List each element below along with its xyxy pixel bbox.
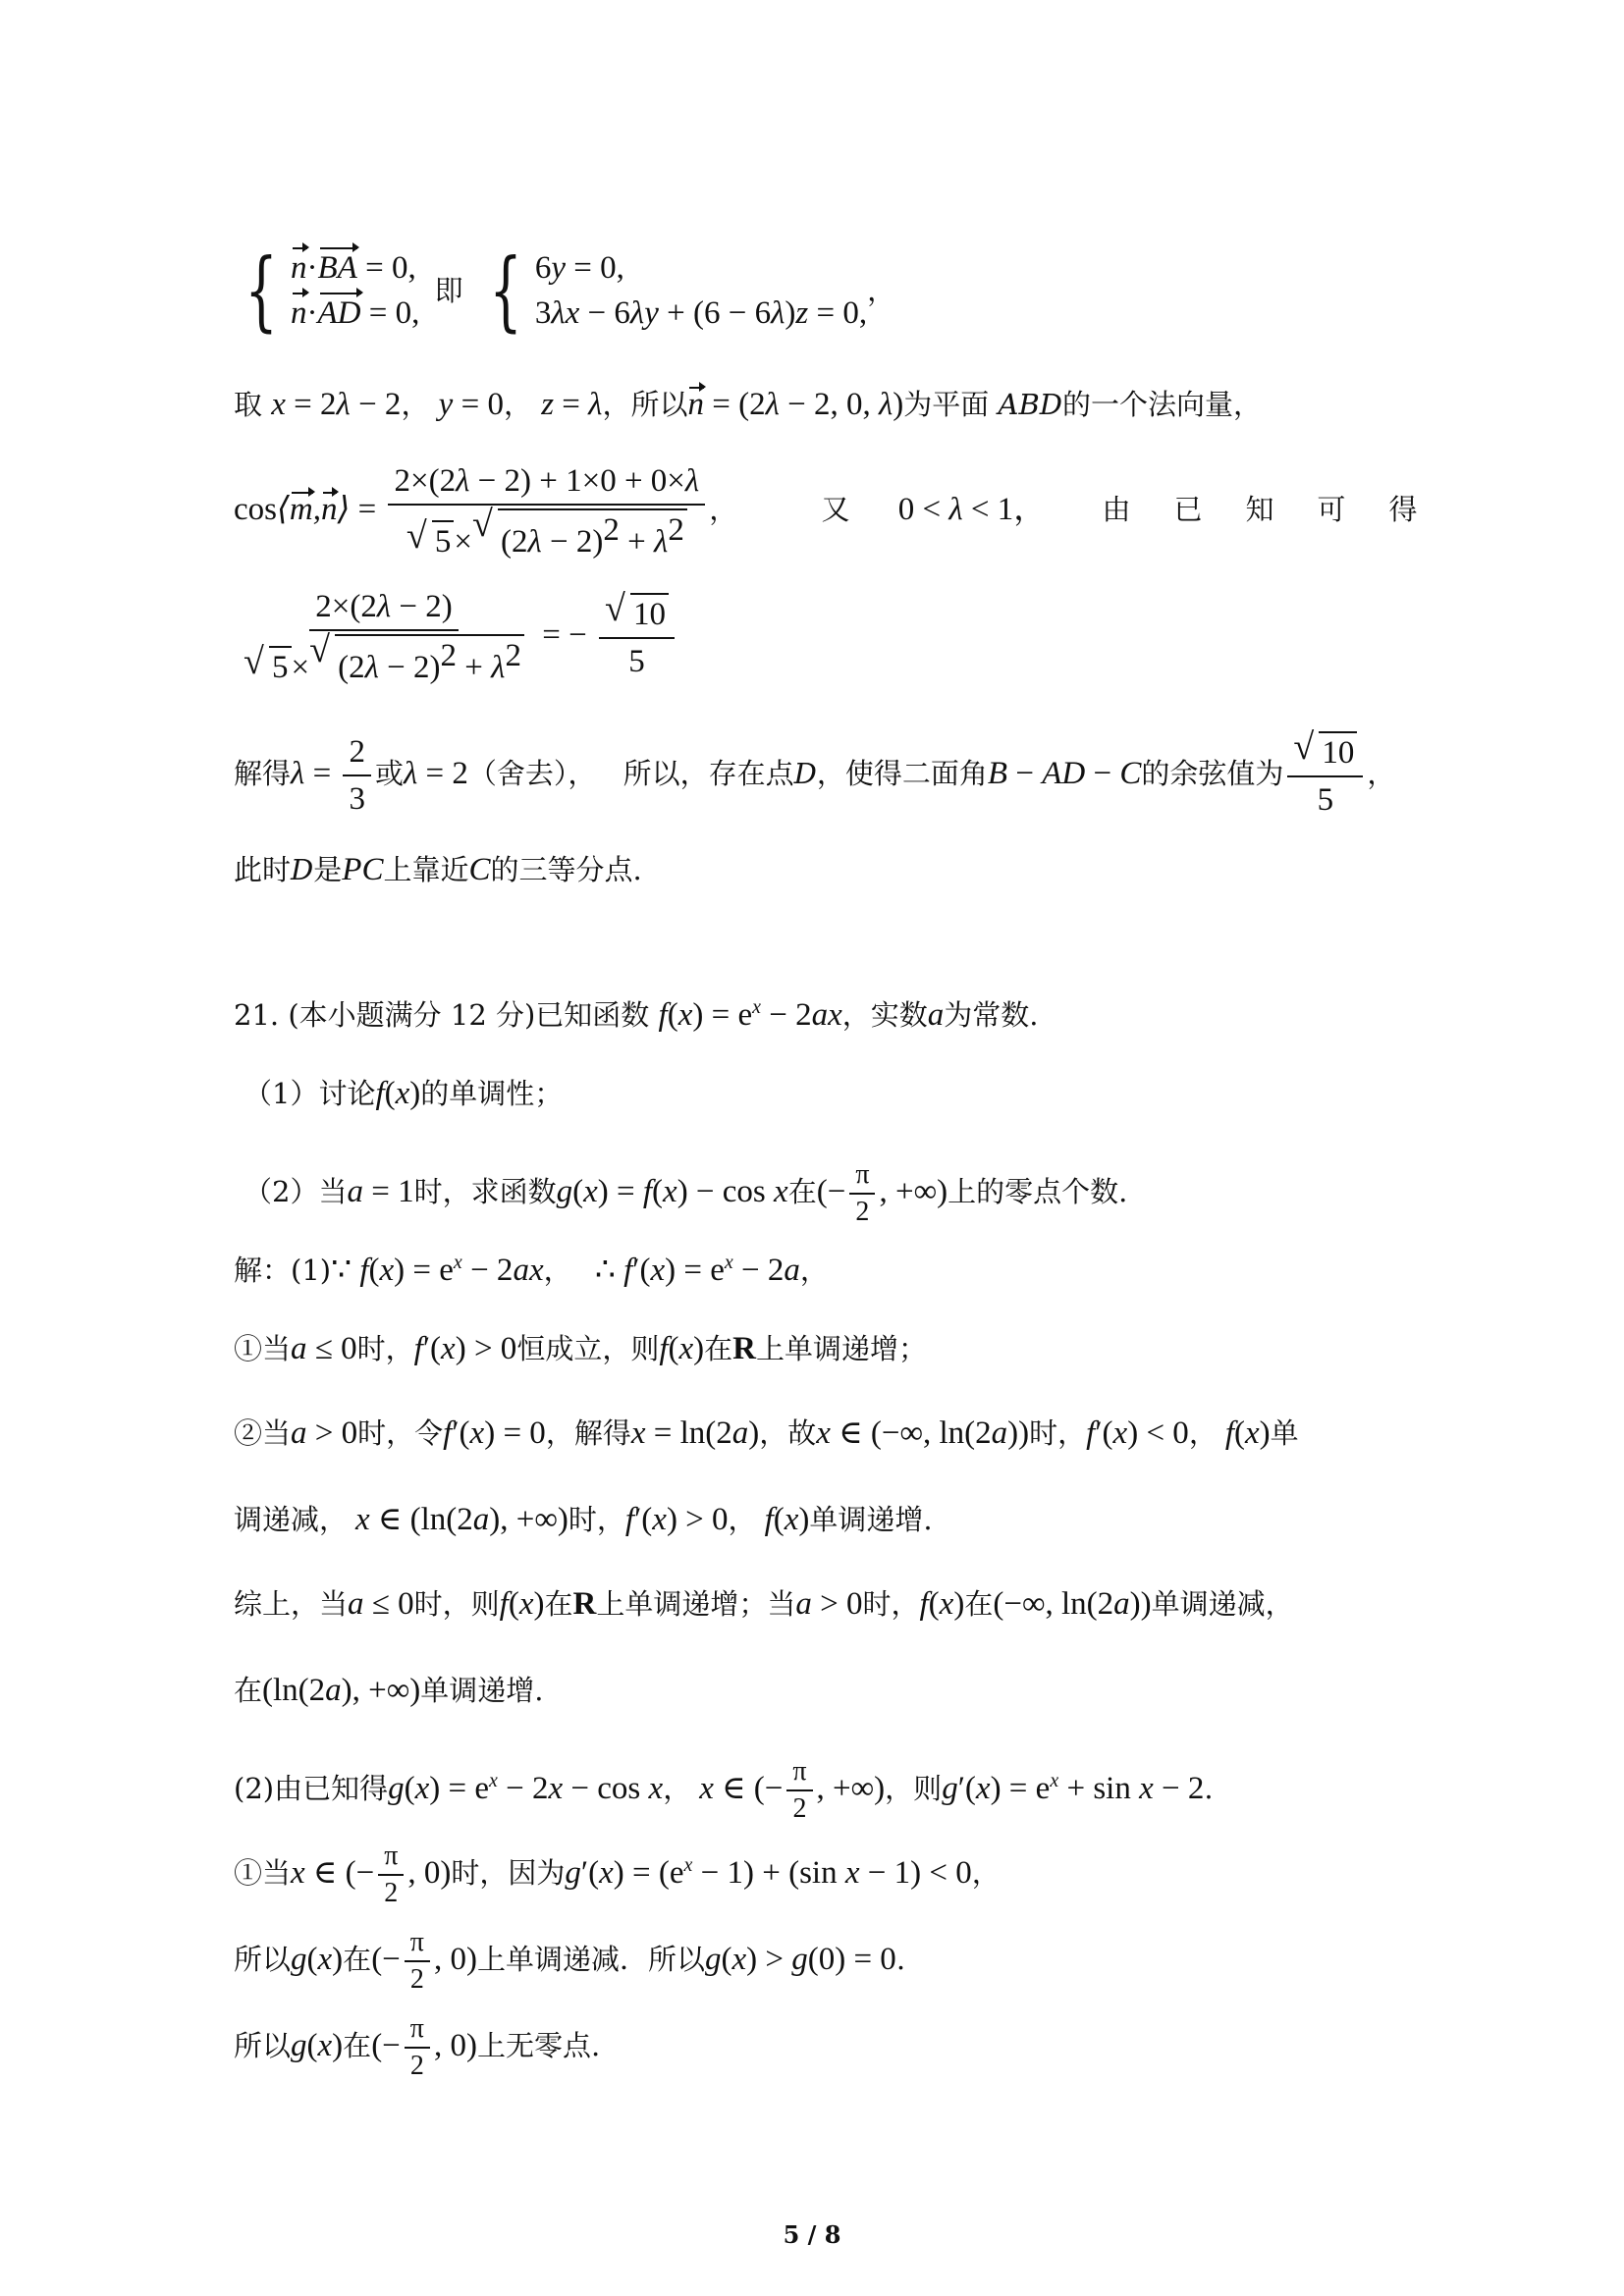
text: 上单调递增； [756,1332,928,1365]
text: 又 [821,493,850,526]
text: ， [971,1856,1001,1890]
lambda-solution: 解得λ = $\frac{2}{3}$ 或λ = 2（舍去）， 所以，存在点D，使得二面角B − AD − C的余弦值为 √ $\frac{10}{5}$ ， [234,731,1395,820]
text: 调递减， [234,1503,349,1536]
text: 所以 [234,1943,292,1976]
text: 时， [356,1332,414,1365]
solution-derivative: 解：(1)∵ $f(x) = e^x - 2ax$， ∴ $f'(x) = e^x - 2a$， [234,1252,829,1288]
text: 所以，存在点 [623,757,794,790]
part-2-case-1: ①当x ∈ (− $\frac{\pi}{2}$ , 0)时，因为$g'(x) = (e^x - 1) + (\sin$ x − 1) < 0， [234,1841,1001,1908]
text: 时， [568,1503,625,1536]
text: 上无零点. [476,2029,601,2062]
text: ①当 [234,1332,292,1365]
text: 在 [787,1175,817,1208]
case-2: ②当a > 0时，令f′(x) = 0，解得x = ln(2a)，故x ∈ (−∞, ln(2a))时，f′(x) < 0， f(x)单 [234,1415,1299,1451]
summary-continued: 在(ln(2a), +∞)单调递增. [234,1673,544,1708]
text: 的余弦值为 [1141,757,1284,790]
text: 恒成立，则 [516,1332,660,1365]
text: ，解得 [545,1416,631,1450]
text: 所以 [234,2029,292,2062]
cosine-formula: cos⟨m,n⟩ = 2×(2λ − 2) + 1×0 + 0×λ √ 5×√ $(2\lambda - 2)^2 + \lambda^2$ ， 又 0 < λ < 1， 由已知可得 [234,461,1460,561]
text: 时，因为 [451,1856,566,1890]
question-21-part-2: （2）当a = 1时，求函数g(x) = f(x) − cos x在(− $\frac{\pi}{2}$ , +∞)上的零点个数. [244,1159,1128,1227]
text: ，实数 [841,998,928,1032]
text: 在 [343,1943,372,1976]
text: 上单调递增；当 [596,1587,796,1621]
connector-text: 即 [434,274,463,307]
text: 解：(1) [234,1254,332,1287]
text: ①当 [234,1856,292,1890]
text: 解得 [234,757,292,790]
text: 在 [343,2029,372,2062]
text: ， [663,1772,692,1805]
text: ，所以 [602,388,688,421]
text: 时，令 [357,1416,444,1450]
text: 此时 [234,853,292,886]
text: ，则 [885,1772,943,1805]
segment-label: PC [342,852,384,887]
text: 在 [964,1587,994,1621]
text: 单调递增. [809,1503,933,1536]
text: ， [1367,757,1396,790]
page-number: 5 / 8 [783,2220,841,2249]
case-2-continued: 调递减， x ∈ (ln(2a), +∞)时，f′(x) > 0， f(x)单调递增. [234,1502,933,1537]
text: 单调递减， [1151,1587,1294,1621]
text: 在 [234,1674,263,1707]
point-label: D [793,757,817,790]
part-2-monotonic: 所以g(x)在(− $\frac{\pi}{2}$ , 0)上单调递减．所以g(x) > g(0) = 0. [234,1927,906,1995]
text: 的三等分点. [490,853,642,886]
case-1: ①当a ≤ 0时，f′(x) > 0恒成立，则f(x)在R上单调递增； [234,1331,928,1366]
text: 的单调性； [420,1077,564,1110]
comma-text: ， [867,274,896,307]
normal-vector-system: { n·BA = 0, n·AD = 0, 即 { 6y = 0, 3λx − 6λy + (6 − 6λ)z = 0, ， [244,240,896,341]
normal-vector-choice: 取 x = 2λ − 2， y = 0， z = λ，所以n = (2λ − 2, 0, λ)为平面 ABD的一个法向量， [234,387,1263,422]
part-2-derivative: (2)由已知得$g(x) = e^x - 2x - \cos x$， x ∈ (− $\frac{\pi}{2}$ , +∞)，则$g'(x) = e^x + \sin x - 2$. [234,1756,1214,1824]
text: （2）当 [244,1175,348,1208]
text: 时， [862,1587,920,1621]
text: . [1204,1772,1214,1805]
text: 上单调递减．所以 [476,1943,705,1976]
point-label: D [291,853,314,886]
text: ， [401,388,430,421]
text: . [895,1943,906,1976]
text: ②当 [234,1416,292,1450]
text: ，故 [759,1416,817,1450]
summary: 综上，当a ≤ 0时，则f(x)在R上单调递增；当a > 0时，f(x)在(−∞, ln(2a))单调递减， [234,1586,1294,1622]
trisection-conclusion [234,850,642,889]
text: （1）讨论 [244,1077,376,1110]
text: 或 [374,757,404,790]
part-2-no-zero: 所以g(x)在(− $\frac{\pi}{2}$ , 0)上无零点. [234,2013,601,2081]
text: 的一个法向量， [1062,388,1263,421]
text: ， [1188,1416,1218,1450]
text: ， [709,493,738,526]
text: 时， [1029,1416,1087,1450]
text: 上靠近 [383,853,469,886]
text: 是 [313,853,343,886]
plane-label: ABD [998,388,1063,421]
text: 时，则 [413,1587,500,1621]
question-number: 21. (本小题满分 12 分)已知函数 [234,998,650,1032]
text: (2)由已知得 [234,1772,389,1805]
cosine-equation: 2×(2λ − 2) √ 5×√ $(2\lambda - 2)^2 + \lambda^2$ = − √ $\frac{10}{5}$ [234,587,678,687]
text: 单 [1270,1416,1299,1450]
point-label: C [468,852,491,887]
text: 由已知可得 [1102,493,1461,526]
text: ， [799,1254,829,1287]
text: 在 [704,1332,733,1365]
text: 在 [544,1587,573,1621]
text: ，使得二面角 [816,757,988,790]
text: ， [728,1503,757,1536]
text: 综上，当 [234,1587,349,1621]
text: ， [503,388,532,421]
text: ， [543,1254,572,1287]
text: （舍去）， [467,757,597,790]
text: 上的零点个数. [947,1175,1128,1208]
text: 时，求函数 [413,1175,557,1208]
text: 为常数. [944,998,1039,1032]
question-21-stem: 21. (本小题满分 12 分)已知函数 $f(x) = e^x - 2ax$，实数a为常数. [234,996,1039,1033]
text: 单调递增. [420,1674,544,1707]
question-21-part-1: （1）讨论f(x)的单调性； [244,1076,564,1111]
text: 为平面 [903,388,990,421]
text: 取 [234,388,263,421]
